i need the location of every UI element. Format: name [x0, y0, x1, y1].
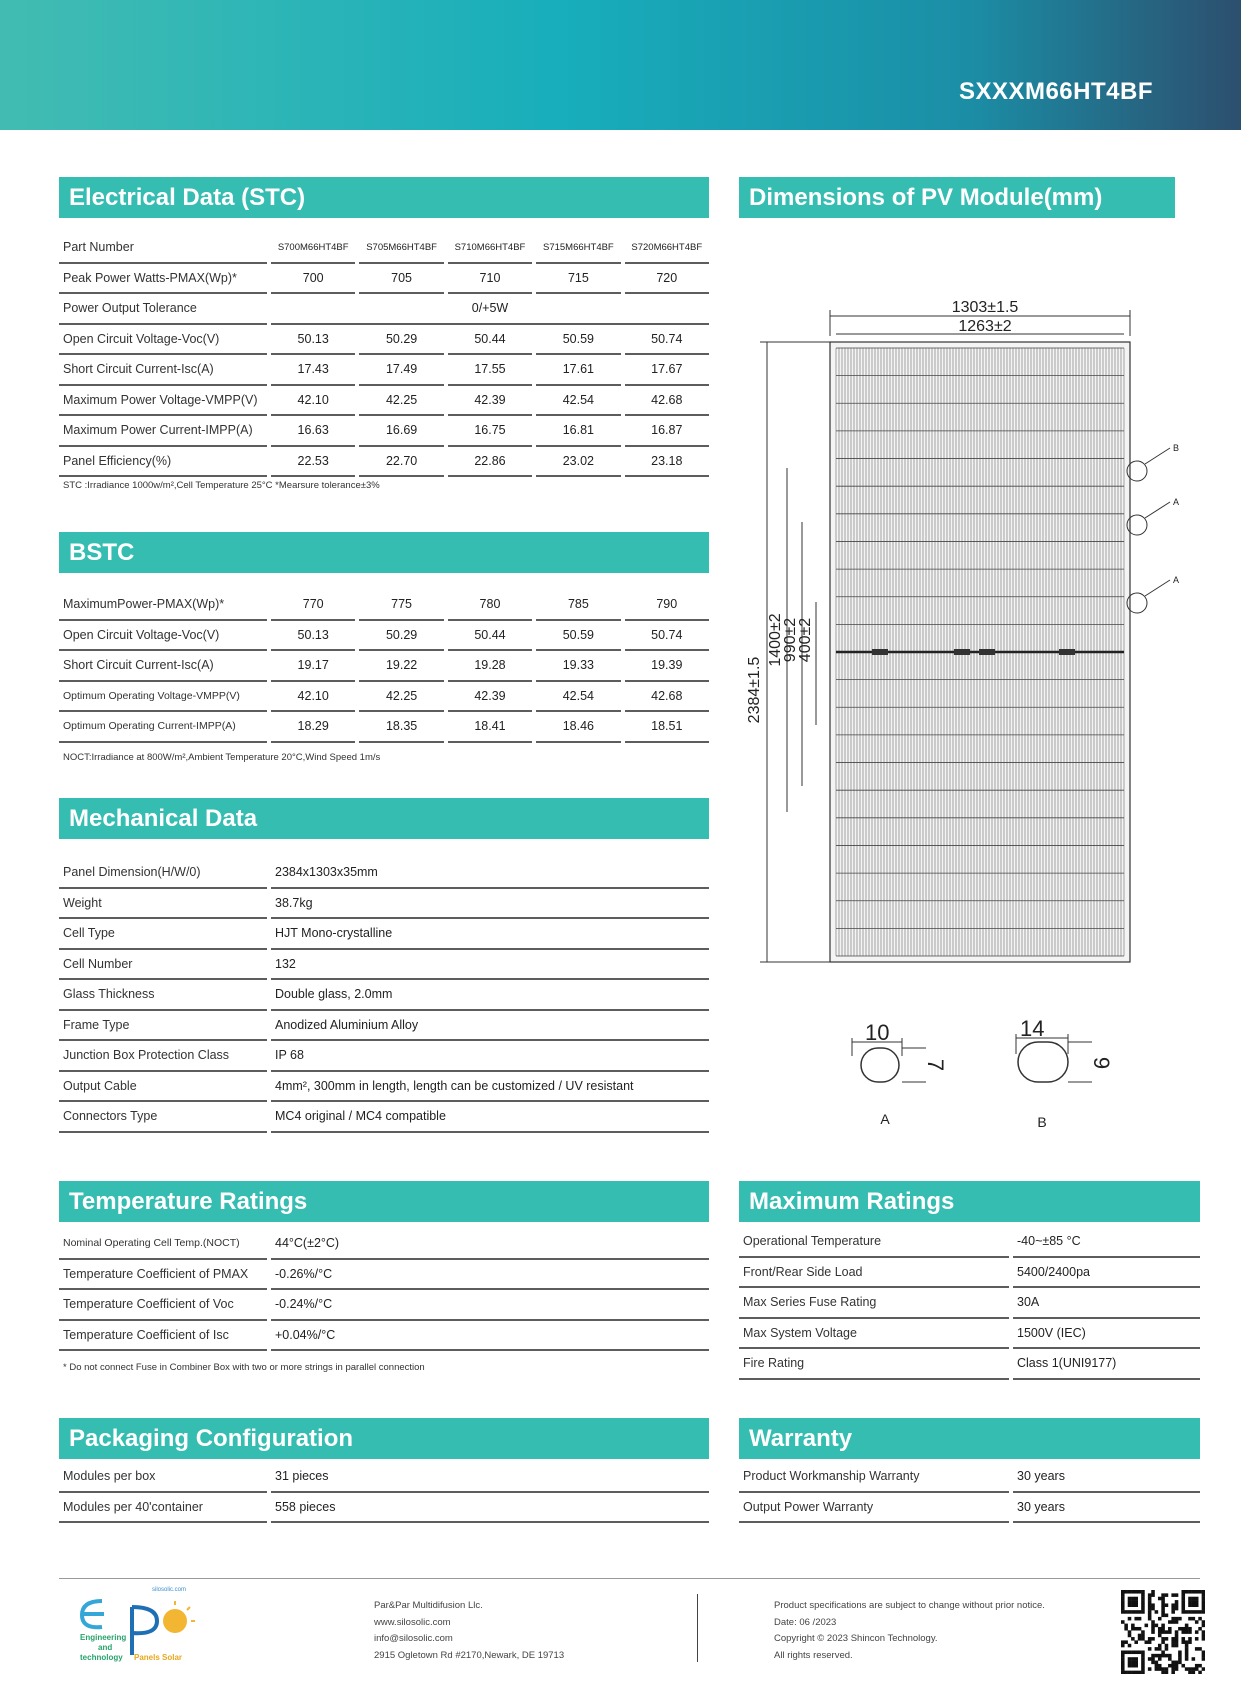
row-label: Front/Rear Side Load	[739, 1258, 1009, 1289]
cell: 42.54	[536, 682, 620, 713]
date-text: Date: 06 /2023	[774, 1616, 837, 1628]
maximum-ratings-table	[735, 1227, 1204, 1380]
section-title-temperature: Temperature Ratings	[59, 1181, 709, 1222]
section-title-electrical: Electrical Data (STC)	[59, 177, 709, 218]
column-header: S715M66HT4BF	[536, 233, 620, 264]
cell: Double glass, 2.0mm	[271, 980, 709, 1011]
column-header: S700M66HT4BF	[271, 233, 355, 264]
cell: 42.39	[448, 386, 532, 417]
row-label: Weight	[59, 889, 267, 920]
cell: 780	[448, 590, 532, 621]
part-number-label: Part Number	[59, 233, 267, 264]
cell: 17.49	[359, 355, 443, 386]
cell: 42.10	[271, 682, 355, 713]
cell: 42.25	[359, 386, 443, 417]
cell: 50.29	[359, 621, 443, 652]
cell: 19.22	[359, 651, 443, 682]
cell: 17.43	[271, 355, 355, 386]
row-label: Product Workmanship Warranty	[739, 1462, 1009, 1493]
logo-url-text: silosolic.com	[152, 1587, 187, 1593]
disclaimer-text: Product specifications are subject to change without prior notice.	[774, 1600, 1045, 1611]
column-header: S705M66HT4BF	[359, 233, 443, 264]
row-label: Fire Rating	[739, 1349, 1009, 1380]
mount-400-label: 400±2	[797, 617, 814, 663]
qr-code-icon[interactable]	[1121, 1590, 1205, 1674]
company-logo	[72, 1583, 202, 1673]
section-title-dimensions: Dimensions of PV Module(mm)	[739, 177, 1175, 218]
row-label: Connectors Type	[59, 1102, 267, 1133]
row-label: Panel Efficiency(%)	[59, 447, 267, 478]
row-label: Temperature Coefficient of PMAX	[59, 1260, 267, 1291]
column-header: S710M66HT4BF	[448, 233, 532, 264]
section-title-packaging: Packaging Configuration	[59, 1418, 709, 1459]
row-label: Cell Number	[59, 950, 267, 981]
detail-b-height: 9	[1089, 1056, 1114, 1070]
row-label: Open Circuit Voltage-Voc(V)	[59, 621, 267, 652]
cell: 22.53	[271, 447, 355, 478]
footer-separator	[697, 1594, 698, 1662]
cell: 16.75	[448, 416, 532, 447]
row-label: Maximum Power Current-IMPP(A)	[59, 416, 267, 447]
cell: 18.51	[625, 712, 709, 743]
logo-text-and: and	[98, 1643, 113, 1652]
cell: +0.04%/°C	[271, 1321, 709, 1352]
cell: Class 1(UNI9177)	[1013, 1349, 1200, 1380]
electrical-table	[55, 233, 713, 477]
cell: 18.35	[359, 712, 443, 743]
row-label: Short Circuit Current-Isc(A)	[59, 651, 267, 682]
cell: 18.41	[448, 712, 532, 743]
cell: 50.74	[625, 621, 709, 652]
cell: 50.13	[271, 621, 355, 652]
cell: 16.63	[271, 416, 355, 447]
width-inner-label: 1263±2	[958, 318, 1012, 335]
row-label: Max Series Fuse Rating	[739, 1288, 1009, 1319]
cell: 23.18	[625, 447, 709, 478]
cell: 19.28	[448, 651, 532, 682]
cell: 50.13	[271, 325, 355, 356]
cell: 790	[625, 590, 709, 621]
callout-a-label: A	[1173, 497, 1180, 507]
company-address: 2915 Ogletown Rd #2170,Newark, DE 19713	[374, 1649, 565, 1661]
cell: 50.44	[448, 621, 532, 652]
cell: 770	[271, 590, 355, 621]
logo-text-engineering: Engineering	[80, 1633, 127, 1642]
company-info	[374, 1598, 564, 1664]
section-title-bstc: BSTC	[59, 532, 709, 573]
temperature-note: * Do not connect Fuse in Combiner Box with two or more strings in parallel connection	[63, 1362, 425, 1373]
row-label: Short Circuit Current-Isc(A)	[59, 355, 267, 386]
cell: 720	[625, 264, 709, 295]
packaging-table	[55, 1462, 713, 1523]
email-link[interactable]: info@silosolic.com	[374, 1633, 453, 1644]
cell: 19.33	[536, 651, 620, 682]
column-header: S720M66HT4BF	[625, 233, 709, 264]
section-title-maximum: Maximum Ratings	[739, 1181, 1200, 1222]
cell: 132	[271, 950, 709, 981]
cell: 17.61	[536, 355, 620, 386]
cell: 50.29	[359, 325, 443, 356]
junction-box-icon	[954, 649, 970, 655]
cell: 42.25	[359, 682, 443, 713]
cell: 22.86	[448, 447, 532, 478]
bstc-note: NOCT:Irradiance at 800W/m²,Ambient Temperature 20°C,Wind Speed 1m/s	[63, 752, 381, 763]
cell: 42.68	[625, 682, 709, 713]
row-label: Optimum Operating Voltage-VMPP(V)	[59, 682, 267, 713]
cell: 710	[448, 264, 532, 295]
width-outer-label: 1303±1.5	[951, 299, 1019, 316]
cell: 30A	[1013, 1288, 1200, 1319]
warranty-table	[735, 1462, 1204, 1523]
junction-box-icon	[1059, 649, 1075, 655]
cell: 31 pieces	[271, 1462, 709, 1493]
row-label: Output Power Warranty	[739, 1493, 1009, 1524]
callout-b-label: B	[1173, 443, 1180, 453]
logo-text-panels: Panels Solar	[134, 1653, 183, 1662]
cell: 50.44	[448, 325, 532, 356]
cell: 16.81	[536, 416, 620, 447]
cell: 50.74	[625, 325, 709, 356]
junction-box-icon	[872, 649, 888, 655]
cell: 4mm², 300mm in length, length can be customized / UV resistant	[271, 1072, 709, 1103]
cell: 42.68	[625, 386, 709, 417]
cell: 705	[359, 264, 443, 295]
cell: 18.29	[271, 712, 355, 743]
row-label: Temperature Coefficient of Voc	[59, 1290, 267, 1321]
row-label: Temperature Coefficient of Isc	[59, 1321, 267, 1352]
height-label: 2384±1.5	[746, 656, 763, 724]
cell: 38.7kg	[271, 889, 709, 920]
module-dimension-drawing	[740, 290, 1210, 1170]
junction-box-icon	[979, 649, 995, 655]
row-label: Junction Box Protection Class	[59, 1041, 267, 1072]
cell: 18.46	[536, 712, 620, 743]
temperature-table	[55, 1229, 713, 1351]
row-label: Panel Dimension(H/W/0)	[59, 858, 267, 889]
row-label: Max System Voltage	[739, 1319, 1009, 1350]
cell: 50.59	[536, 325, 620, 356]
row-label: Frame Type	[59, 1011, 267, 1042]
row-label: MaximumPower-PMAX(Wp)*	[59, 590, 267, 621]
cell: 22.70	[359, 447, 443, 478]
cell: 19.39	[625, 651, 709, 682]
cell: 44°C(±2°C)	[271, 1229, 709, 1260]
section-title-warranty: Warranty	[739, 1418, 1200, 1459]
cell: 42.10	[271, 386, 355, 417]
footer-divider	[59, 1578, 1200, 1579]
row-label: Open Circuit Voltage-Voc(V)	[59, 325, 267, 356]
cell: -40~±85 °C	[1013, 1227, 1200, 1258]
cell: 42.54	[536, 386, 620, 417]
logo-text-technology: technology	[80, 1653, 123, 1662]
rights-text: All rights reserved.	[774, 1649, 853, 1661]
row-label: Glass Thickness	[59, 980, 267, 1011]
company-name: Par&Par Multidifusion Llc.	[374, 1600, 483, 1611]
mount-990-label: 990±2	[782, 617, 799, 663]
cell: 16.69	[359, 416, 443, 447]
cell: -0.26%/°C	[271, 1260, 709, 1291]
mechanical-table	[55, 858, 713, 1133]
website-link[interactable]: www.silosolic.com	[374, 1616, 451, 1628]
row-label: Peak Power Watts-PMAX(Wp)*	[59, 264, 267, 295]
cell: 700	[271, 264, 355, 295]
row-label: Cell Type	[59, 919, 267, 950]
cell: 16.87	[625, 416, 709, 447]
cell: Anodized Aluminium Alloy	[271, 1011, 709, 1042]
cell: 1500V (IEC)	[1013, 1319, 1200, 1350]
row-label: Maximum Power Voltage-VMPP(V)	[59, 386, 267, 417]
detail-b-width: 14	[1020, 1016, 1045, 1041]
row-label: Optimum Operating Current-IMPP(A)	[59, 712, 267, 743]
cell: 17.55	[448, 355, 532, 386]
bstc-table	[55, 590, 713, 743]
row-label: Nominal Operating Cell Temp.(NOCT)	[59, 1229, 267, 1260]
cell: 2384x1303x35mm	[271, 858, 709, 889]
section-title-mechanical: Mechanical Data	[59, 798, 709, 839]
row-label: Modules per box	[59, 1462, 267, 1493]
electrical-note: STC :Irradiance 1000w/m²,Cell Temperature 25°C *Mearsure tolerance±3%	[63, 480, 380, 491]
cell: 775	[359, 590, 443, 621]
cell: 715	[536, 264, 620, 295]
cell: 785	[536, 590, 620, 621]
cell: MC4 original / MC4 compatible	[271, 1102, 709, 1133]
detail-a-height: 7	[923, 1058, 948, 1072]
cell: -0.24%/°C	[271, 1290, 709, 1321]
cell: 5400/2400pa	[1013, 1258, 1200, 1289]
row-label: Power Output Tolerance	[59, 294, 267, 325]
cell: IP 68	[271, 1041, 709, 1072]
mount-1400-label: 1400±2	[767, 613, 784, 667]
row-label: Operational Temperature	[739, 1227, 1009, 1258]
cell: 42.39	[448, 682, 532, 713]
detail-b-label: B	[1037, 1114, 1047, 1130]
detail-a-label: A	[880, 1111, 890, 1127]
header-banner	[0, 0, 1241, 130]
cell: 0/+5W	[271, 294, 709, 325]
cell: 30 years	[1013, 1462, 1200, 1493]
detail-a-width: 10	[865, 1020, 890, 1045]
cell: 50.59	[536, 621, 620, 652]
model-number: SXXXM66HT4BF	[958, 78, 1153, 105]
cell: 30 years	[1013, 1493, 1200, 1524]
cell: 23.02	[536, 447, 620, 478]
cell: 19.17	[271, 651, 355, 682]
cell: 17.67	[625, 355, 709, 386]
legal-info	[774, 1598, 1045, 1664]
row-label: Output Cable	[59, 1072, 267, 1103]
callout-a2-label: A	[1173, 575, 1180, 585]
row-label: Modules per 40'container	[59, 1493, 267, 1524]
cell: HJT Mono-crystalline	[271, 919, 709, 950]
copyright-text: Copyright © 2023 Shincon Technology.	[774, 1633, 938, 1644]
cell: 558 pieces	[271, 1493, 709, 1524]
